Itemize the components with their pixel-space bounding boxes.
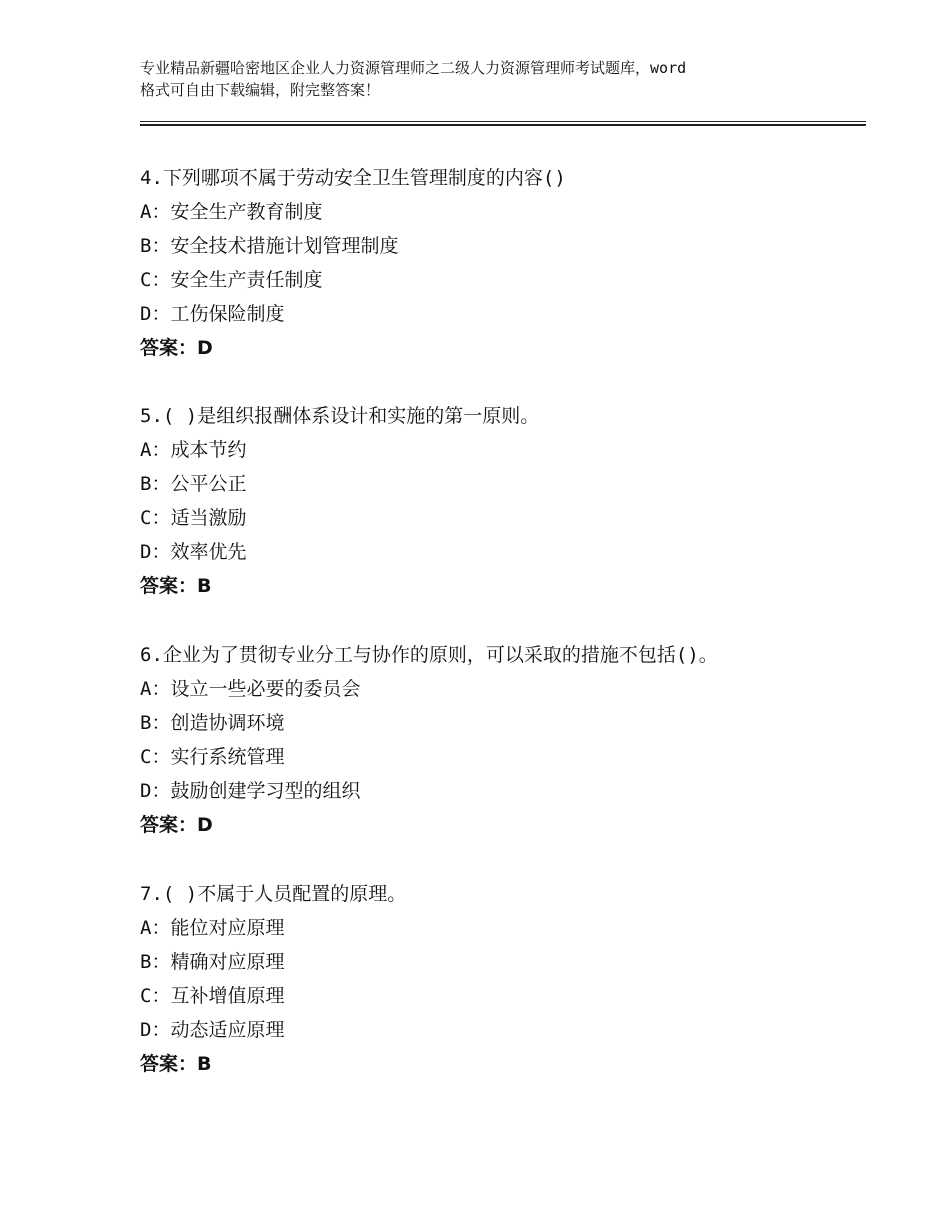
answer: 答案：B — [140, 575, 212, 597]
option-d: D：效率优先 — [140, 541, 247, 563]
answer: 答案：D — [140, 814, 213, 836]
option-a: A：设立一些必要的委员会 — [140, 678, 361, 700]
question-block — [140, 161, 860, 365]
option-b: B：公平公正 — [140, 473, 247, 495]
header-line-2: 格式可自由下载编辑，附完整答案！ — [140, 81, 381, 99]
option-c: C：适当激励 — [140, 507, 247, 529]
header-divider-bottom — [140, 124, 866, 126]
answer: 答案：B — [140, 1053, 212, 1075]
option-a: A：成本节约 — [140, 439, 247, 461]
header-divider-top — [140, 121, 866, 122]
question-block — [140, 399, 860, 603]
option-b: B：创造协调环境 — [140, 712, 285, 734]
option-a: A：安全生产教育制度 — [140, 201, 323, 223]
option-d: D：动态适应原理 — [140, 1019, 285, 1041]
option-b: B：精确对应原理 — [140, 951, 285, 973]
option-d: D：鼓励创建学习型的组织 — [140, 780, 361, 802]
option-b: B：安全技术措施计划管理制度 — [140, 235, 399, 257]
option-d: D：工伤保险制度 — [140, 303, 285, 325]
question-stem: 5.( )是组织报酬体系设计和实施的第一原则。 — [140, 405, 540, 427]
option-c: C：实行系统管理 — [140, 746, 285, 768]
question-block — [140, 877, 860, 1081]
document-header — [140, 57, 840, 101]
option-a: A：能位对应原理 — [140, 917, 285, 939]
header-line-1: 专业精品新疆哈密地区企业人力资源管理师之二级人力资源管理师考试题库，word — [140, 59, 687, 77]
question-stem: 7.( )不属于人员配置的原理。 — [140, 883, 407, 905]
question-block — [140, 638, 860, 842]
question-stem: 4.下列哪项不属于劳动安全卫生管理制度的内容() — [140, 167, 566, 189]
question-stem: 6.企业为了贯彻专业分工与协作的原则，可以采取的措施不包括()。 — [140, 644, 718, 666]
option-c: C：安全生产责任制度 — [140, 269, 323, 291]
option-c: C：互补增值原理 — [140, 985, 285, 1007]
answer: 答案：D — [140, 337, 213, 359]
